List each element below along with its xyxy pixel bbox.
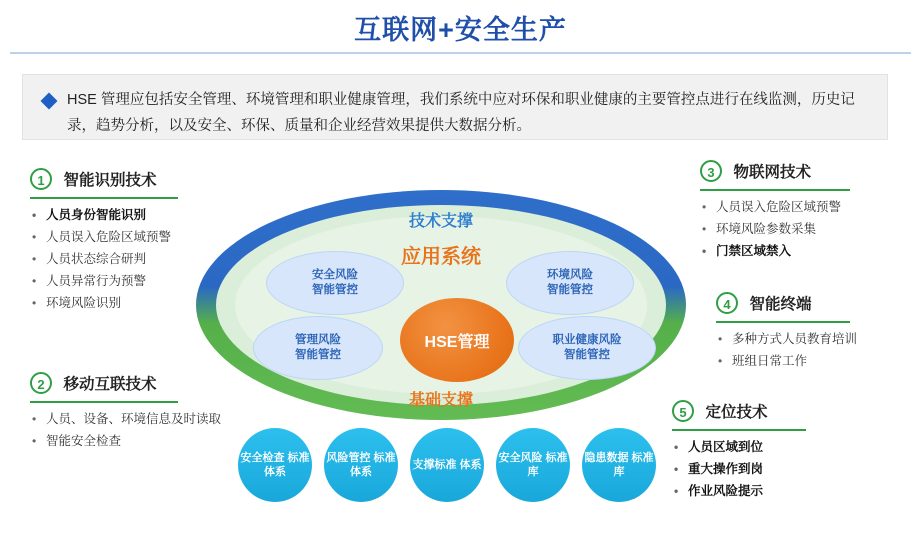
label-tech-support: 技术支撑 [408, 213, 473, 230]
section-header [716, 292, 916, 318]
section-title: 智能终端 [749, 296, 812, 313]
section-number-badge: 2 [30, 372, 52, 394]
bubble-line-2: 智能管控 [564, 349, 610, 361]
base-circle-line-1: 隐患数据 [584, 452, 629, 464]
section-list [30, 411, 226, 450]
base-circle-line-2: 标准库 [527, 452, 568, 478]
list-item: • 人员区域到位 [672, 439, 882, 456]
list-item: • 人员误入危险区域预警 [30, 229, 220, 246]
base-circle-1[interactable] [238, 428, 312, 502]
section-intelligent-recognition [30, 168, 220, 317]
base-circle-line-1: 安全检查 [240, 452, 285, 464]
section-number-badge: 3 [700, 160, 722, 182]
section-underline [716, 321, 850, 323]
list-item: • 班组日常工作 [716, 353, 916, 370]
core-hse-management[interactable]: HSE管理 [400, 298, 514, 382]
bubble-line-2: 智能管控 [295, 349, 341, 361]
base-circle-5[interactable] [582, 428, 656, 502]
base-circle-line-2: 标准体系 [350, 452, 396, 478]
bubble-line-2: 智能管控 [312, 284, 358, 296]
bubble-line-1: 安全风险 [312, 269, 358, 281]
bubble-line-1: 管理风险 [295, 334, 341, 346]
list-item: • 人员误入危险区域预警 [700, 199, 910, 216]
list-item: • 智能安全检查 [30, 433, 226, 450]
base-circle-line-2: 标准库 [613, 452, 654, 478]
section-list [716, 331, 916, 370]
section-number-badge: 5 [672, 400, 694, 422]
banner-text: HSE 管理应包括安全管理、环境管理和职业健康管理，我们系统中应对环保和职业健康的主要管控点进行在线监测，历史记录，趋势分析，以及安全、环保、质量和企业经营效果提供大数据分析。 [67, 92, 855, 134]
section-number-badge: 4 [716, 292, 738, 314]
bubble-line-2: 智能管控 [547, 284, 593, 296]
section-underline [700, 189, 850, 191]
label-application-system: 应用系统 [401, 246, 481, 268]
list-item: • 环境风险识别 [30, 295, 220, 312]
bubble-security-risk[interactable] [266, 251, 404, 315]
section-number-badge: 1 [30, 168, 52, 190]
base-circle-line-1: 支撑标准 [412, 459, 457, 471]
section-title: 物联网技术 [733, 164, 811, 181]
section-list [672, 439, 882, 500]
section-underline [672, 429, 806, 431]
list-item: • 人员、设备、环境信息及时读取 [30, 411, 226, 428]
title-divider [10, 52, 911, 54]
base-circle-line-1: 风险管控 [326, 452, 371, 464]
list-item: • 人员状态综合研判 [30, 251, 220, 268]
base-circle-4[interactable] [496, 428, 570, 502]
section-header [700, 160, 910, 186]
bubble-line-1: 职业健康风险 [552, 334, 622, 346]
section-iot [700, 160, 910, 265]
section-positioning [672, 400, 882, 505]
page-title: 互联网+安全生产 [354, 15, 567, 45]
bubble-line-1: 环境风险 [547, 269, 593, 281]
section-header [30, 168, 220, 194]
bubble-environment-risk[interactable] [506, 251, 634, 315]
base-circle-line-2: 标准体系 [264, 452, 310, 478]
section-list [30, 207, 220, 312]
section-underline [30, 401, 178, 403]
list-item: • 人员身份智能识别 [30, 207, 220, 224]
description-banner [22, 74, 888, 140]
section-title: 智能识别技术 [63, 172, 157, 189]
section-mobile-internet [30, 372, 226, 455]
base-circle-line-1: 安全风险 [498, 452, 543, 464]
list-item: • 环境风险参数采集 [700, 221, 910, 238]
section-underline [30, 197, 178, 199]
bubble-management-risk[interactable] [253, 316, 383, 380]
label-base-support: 基础支撑 [408, 392, 473, 409]
section-title: 移动互联技术 [63, 376, 157, 393]
list-item: • 门禁区域禁入 [700, 243, 910, 260]
list-item: • 多种方式人员教育培训 [716, 331, 916, 348]
base-circle-line-2: 体系 [459, 459, 482, 471]
diamond-bullet-icon [41, 93, 58, 110]
section-header [30, 372, 226, 398]
base-circle-3[interactable] [410, 428, 484, 502]
section-list [700, 199, 910, 260]
list-item: • 作业风险提示 [672, 483, 882, 500]
list-item: • 人员异常行为预警 [30, 273, 220, 290]
list-item: • 重大操作到岗 [672, 461, 882, 478]
section-smart-terminal [716, 292, 916, 375]
section-header [672, 400, 882, 426]
section-title: 定位技术 [705, 404, 768, 421]
base-circle-2[interactable] [324, 428, 398, 502]
bubble-occupational-health-risk[interactable] [518, 316, 656, 380]
